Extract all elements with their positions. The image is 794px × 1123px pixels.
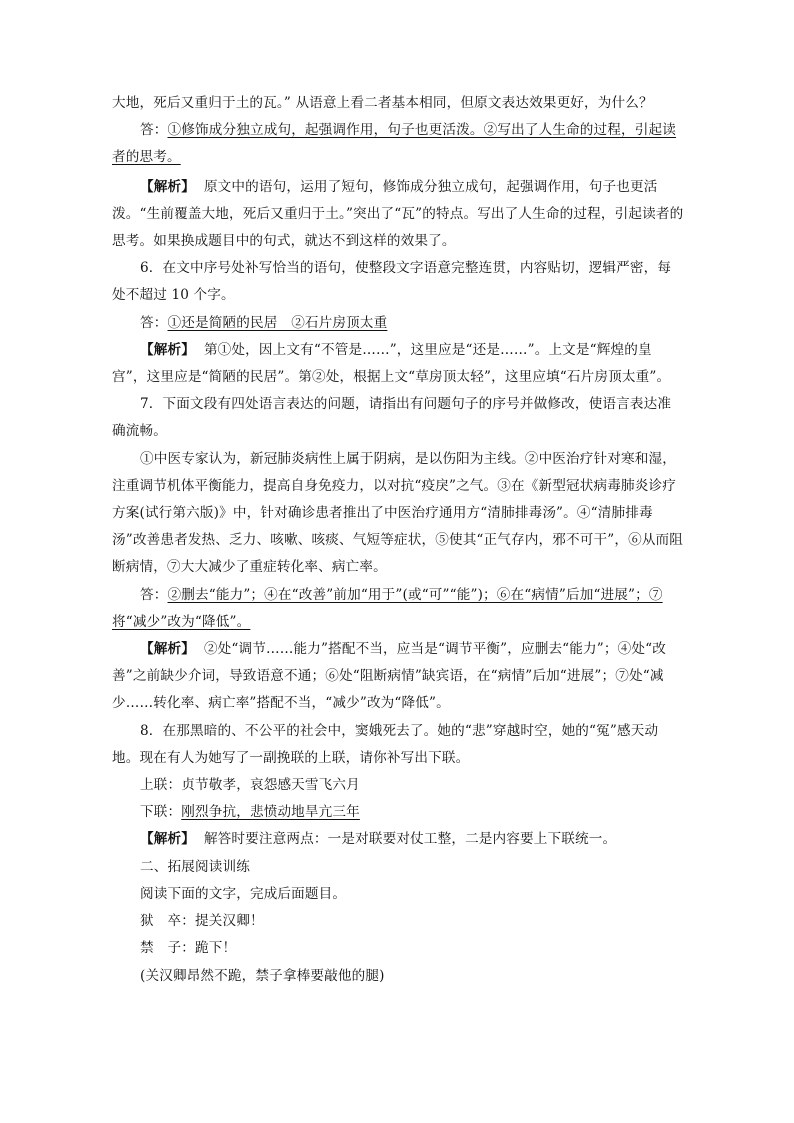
analysis-text: 原文中的语句，运用了短句，修饰成分独立成句，起强调作用，句子也更活泼。“生前覆盖大地，死后又重归于土。”突出了“瓦”的特点。写出了人生命的过程，引起读者的思考。如果换成题目中的句式，就达不到这样的效果了。 <box>112 178 684 250</box>
q7-stem: 7．下面文段有四处语言表达的问题，请指出有问题句子的序号并做修改，使语言表达准确流畅。 <box>112 396 672 440</box>
answer-text: ①修饰成分独立成句，起强调作用，句子也更活泼。②写出了人生命的过程，引起读者的思考。 <box>112 122 677 166</box>
stage-direction: (关汉卿昂然不跪，禁子拿棒要敲他的腿) <box>140 967 385 984</box>
q8-upper-couplet <box>112 772 684 799</box>
q8-lower-couplet <box>112 799 684 826</box>
answer-text: ②删去“能力”；④在“改善”前加“用于”(或“可”“能”)；⑥在“病情”后加“进展”；⑦将“减少”改为“降低”。 <box>112 586 663 630</box>
q8-stem: 8．在那黑暗的、不公平的社会中，窦娥死去了。她的“悲”穿越时空，她的“冤”感天动地。现在有人为她写了一副挽联的上联，请你补写出下联。 <box>112 722 659 766</box>
q7-passage: ①中医专家认为，新冠肺炎病性上属于阴病，是以伤阳为主线。②中医治疗针对寒和湿，注重调节机体平衡能力，提高自身免疫力，以对抗“疫戾”之气。③在《新型冠状病毒肺炎诊疗方案(试行第六版)》中，针对确诊患者推出了中医治疗通用方“清肺排毒汤”。④“清肺排毒汤”改善患者发热、乏力、咳嗽、咳痰、气短等症状，⑤使其“正气存内，邪不可干”，⑥从而阻断病情，⑦大大减少了重症转化率、病亡率。 <box>112 450 684 576</box>
q5-analysis <box>112 174 684 256</box>
q6-analysis <box>112 337 684 391</box>
analysis-text: 解答时要注意两点：一是对联要对仗工整，二是内容要上下联统一。 <box>203 831 617 848</box>
section-heading: 二、拓展阅读训练 <box>140 858 250 875</box>
answer-text: ①还是简陋的民居 ②石片房顶太重 <box>167 314 388 331</box>
q8-analysis <box>112 826 684 853</box>
upper-label: 上联： <box>140 777 182 794</box>
analysis-label: 【解析】 <box>140 641 195 658</box>
document-page <box>112 90 684 990</box>
q6-answer <box>112 310 684 337</box>
analysis-label: 【解析】 <box>140 178 195 195</box>
answer-label: 答： <box>140 586 168 603</box>
q7-analysis <box>112 636 684 718</box>
analysis-label: 【解析】 <box>140 831 195 848</box>
q5-answer <box>112 117 684 171</box>
q6-stem: 6．在文中序号处补写恰当的语句，使整段文字语意完整连贯，内容贴切，逻辑严密，每处不超过 10 个字。 <box>112 260 672 304</box>
lower-text: 刚烈争抗，悲愤动地旱亢三年 <box>181 804 360 821</box>
answer-label: 答： <box>140 314 168 331</box>
script-line-guard: 禁 子：跪下！ <box>140 940 237 957</box>
lower-label: 下联： <box>140 804 182 821</box>
reading-instruction: 阅读下面的文字，完成后面题目。 <box>140 885 347 902</box>
answer-label: 答： <box>140 122 168 139</box>
q7-answer <box>112 582 684 636</box>
script-line-jailer: 狱 卒：提关汉卿！ <box>140 913 264 930</box>
analysis-text: ②处“调节……能力”搭配不当，应当是“调节平衡”，应删去“能力”；④处“改善”之前缺少介词，导致语意不通；⑥处“阻断病情”缺宾语，在“病情”后加“进展”；⑦处“减少……转化率、病亡率”搭配不当，“减少”改为“降低”。 <box>112 641 666 712</box>
q5-stem-tail: 大地，死后又重归于土的瓦。” 从语意上看二者基本相同，但原文表达效果更好，为什么？ <box>112 95 653 111</box>
upper-text: 贞节敬孝，哀怨感天雪飞六月 <box>181 777 360 794</box>
analysis-label: 【解析】 <box>140 341 195 358</box>
analysis-text: 第①处，因上文有“不管是……”，这里应是“还是……”。上文是“辉煌的皇宫”，这里应是“简陋的民居”。第②处，根据上文“草房顶太轻”，这里应填“石片房顶太重”。 <box>112 341 671 386</box>
